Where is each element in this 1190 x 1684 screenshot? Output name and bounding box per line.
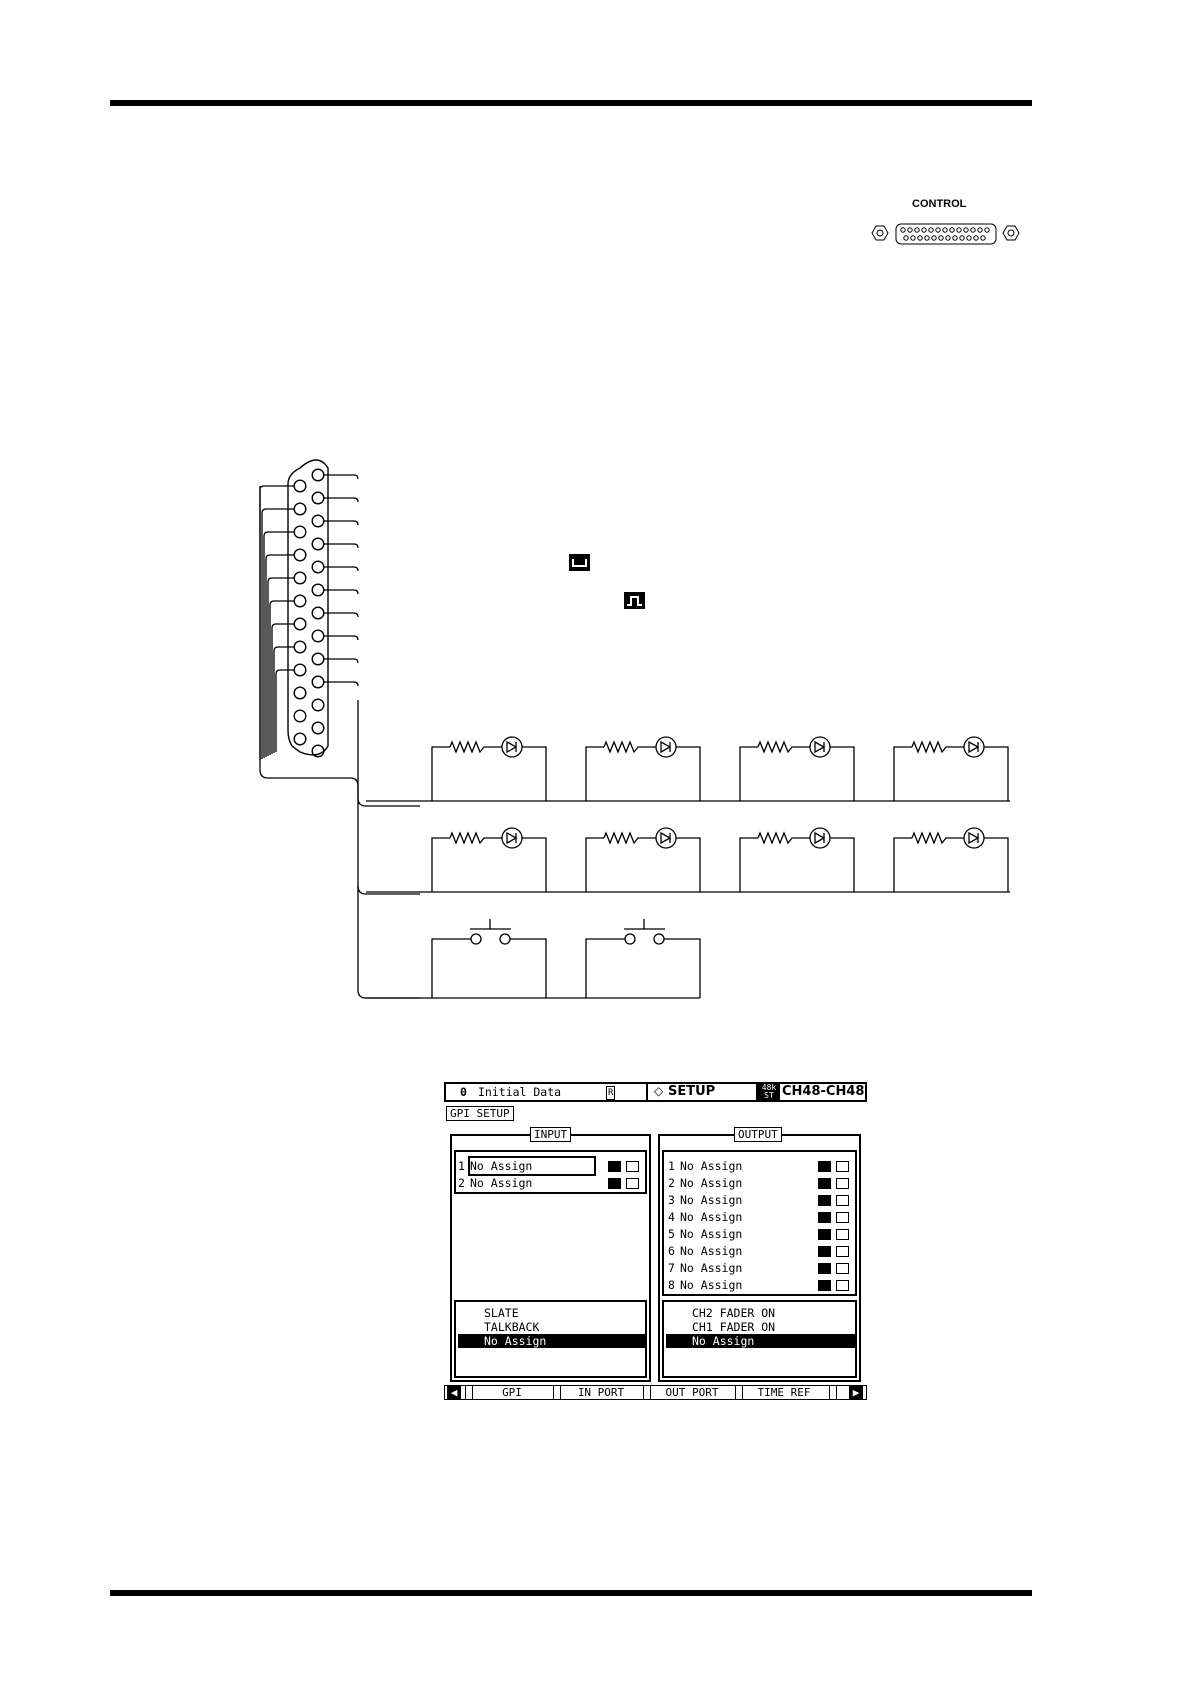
panel-pin — [974, 236, 978, 240]
output-assign-field[interactable]: No Assign — [680, 1159, 743, 1173]
panel-pin — [901, 228, 905, 232]
output-polarity-active-high-icon[interactable] — [818, 1195, 831, 1206]
db25-pin — [294, 733, 306, 745]
input-polarity-rising-icon[interactable] — [626, 1178, 639, 1189]
resistor — [912, 833, 964, 843]
output-polarity-active-low-icon[interactable] — [836, 1229, 849, 1240]
output-polarity-active-high-icon[interactable] — [818, 1263, 831, 1274]
common-wire — [358, 886, 420, 894]
db25-pin — [312, 699, 324, 711]
db25-pin — [294, 710, 306, 722]
polarity-icon-rising — [624, 592, 645, 609]
panel-pin — [929, 228, 933, 232]
output-list-item[interactable]: CH2 FADER ON — [692, 1306, 776, 1320]
led-circuit — [586, 737, 700, 801]
input-list-item[interactable]: No Assign — [458, 1334, 646, 1348]
db25-pin — [294, 595, 306, 607]
diamond-icon: ◇ — [654, 1084, 664, 1098]
external-circuits — [366, 737, 1010, 998]
output-polarity-active-low-icon[interactable] — [836, 1195, 849, 1206]
tab-scroll-right-icon[interactable]: ▶ — [849, 1386, 863, 1399]
panel-pin — [915, 228, 919, 232]
resistor — [450, 742, 502, 752]
control-connector — [872, 224, 1019, 244]
resistor — [450, 833, 502, 843]
output-list-item[interactable]: CH1 FADER ON — [692, 1320, 776, 1334]
panel-pin — [950, 228, 954, 232]
led-circuit — [432, 828, 546, 892]
led-icon — [964, 828, 984, 848]
led-circuit — [894, 828, 1008, 892]
pin-wire — [274, 647, 294, 753]
input-list-item[interactable]: TALKBACK — [484, 1320, 540, 1334]
tab-scroll-left-icon[interactable]: ◀ — [447, 1386, 461, 1399]
input-row-number: 2 — [458, 1176, 465, 1190]
panel-pin — [922, 228, 926, 232]
output-polarity-active-high-icon[interactable] — [818, 1161, 831, 1172]
scene-number: 0 — [460, 1085, 467, 1099]
pin-wire — [262, 509, 294, 759]
panel-pin — [908, 228, 912, 232]
db25-pin — [312, 515, 324, 527]
tab-time-ref[interactable]: TIME REF — [757, 1386, 811, 1399]
output-polarity-active-high-icon[interactable] — [818, 1229, 831, 1240]
panel-pin — [971, 228, 975, 232]
panel-pin — [953, 236, 957, 240]
switch-circuit — [586, 919, 700, 998]
panel-pin — [978, 228, 982, 232]
input-list-item[interactable]: SLATE — [484, 1306, 519, 1320]
output-row-number: 4 — [668, 1210, 675, 1224]
control-label: CONTROL — [912, 198, 967, 210]
panel-screw-left — [872, 226, 888, 240]
output-assign-field[interactable]: No Assign — [680, 1244, 743, 1258]
input-row-number: 1 — [458, 1159, 465, 1173]
output-row-number: 3 — [668, 1193, 675, 1207]
input-assign-field[interactable]: No Assign — [470, 1176, 533, 1190]
gpi-wiring — [260, 475, 420, 998]
db25-connector — [288, 460, 328, 757]
output-assign-field[interactable]: No Assign — [680, 1193, 743, 1207]
db25-pin — [312, 722, 324, 734]
lcd-screen — [444, 1082, 867, 1400]
db25-pin — [294, 480, 306, 492]
sample-rate-badge: 48k ST — [758, 1084, 780, 1100]
db25-pin — [312, 492, 324, 504]
led-icon — [810, 828, 830, 848]
resistor — [604, 742, 656, 752]
switch-circuit — [432, 919, 546, 998]
output-polarity-active-low-icon[interactable] — [836, 1263, 849, 1274]
led-circuit — [894, 737, 1008, 801]
input-polarity-falling-icon[interactable] — [608, 1178, 621, 1189]
db25-pin — [312, 538, 324, 550]
db25-pin — [294, 664, 306, 676]
resistor — [604, 833, 656, 843]
lcd-header — [444, 1082, 867, 1102]
db25-pin — [312, 676, 324, 688]
db25-pin — [312, 630, 324, 642]
output-polarity-active-high-icon[interactable] — [818, 1178, 831, 1189]
output-row-number: 1 — [668, 1159, 675, 1173]
output-polarity-active-low-icon[interactable] — [836, 1161, 849, 1172]
panel-pin — [946, 236, 950, 240]
output-assign-field[interactable]: No Assign — [680, 1176, 743, 1190]
panel-pin — [943, 228, 947, 232]
db25-pin — [312, 469, 324, 481]
ground-wire — [260, 486, 420, 806]
panel-screw-right — [1003, 226, 1019, 240]
panel-pin — [904, 236, 908, 240]
led-icon — [656, 828, 676, 848]
db25-pin — [312, 584, 324, 596]
led-icon — [502, 737, 522, 757]
output-row-number: 6 — [668, 1244, 675, 1258]
scene-lock-badge: R — [608, 1088, 614, 1098]
page-title: SETUP — [668, 1084, 716, 1099]
input-polarity-rising-icon[interactable] — [626, 1161, 639, 1172]
scene-name: Initial Data — [478, 1085, 562, 1099]
led-circuit — [586, 828, 700, 892]
input-title: INPUT — [530, 1127, 571, 1142]
db25-pin — [312, 653, 324, 665]
db25-pin — [312, 607, 324, 619]
pin-wire — [272, 624, 294, 754]
output-polarity-active-high-icon[interactable] — [818, 1246, 831, 1257]
db25-pin — [312, 745, 324, 757]
output-assign-field[interactable]: No Assign — [680, 1210, 743, 1224]
resistor — [758, 742, 810, 752]
tab-bar — [444, 1385, 867, 1400]
output-polarity-active-low-icon[interactable] — [836, 1280, 849, 1291]
channel-indicator: CH48-CH48 — [782, 1084, 865, 1099]
common-wire — [358, 700, 420, 998]
output-list-item[interactable]: No Assign — [666, 1334, 856, 1348]
panel-pin — [964, 228, 968, 232]
db25-pin — [294, 572, 306, 584]
output-polarity-active-low-icon[interactable] — [836, 1212, 849, 1223]
output-row-number: 5 — [668, 1227, 675, 1241]
tab-in-port[interactable]: IN PORT — [577, 1386, 625, 1399]
panel-pin — [932, 236, 936, 240]
panel-pin — [918, 236, 922, 240]
db25-pin — [294, 526, 306, 538]
panel-pin — [985, 228, 989, 232]
input-polarity-falling-icon[interactable] — [608, 1161, 621, 1172]
resistor — [758, 833, 810, 843]
db25-pin — [294, 687, 306, 699]
output-assign-field[interactable]: No Assign — [680, 1261, 743, 1275]
panel-pin — [981, 236, 985, 240]
output-polarity-active-low-icon[interactable] — [836, 1246, 849, 1257]
panel-pin — [939, 236, 943, 240]
tab-gpi[interactable]: GPI — [502, 1386, 522, 1399]
pin-wire — [260, 486, 294, 760]
page-label-gpi-setup: GPI SETUP — [446, 1106, 514, 1121]
db25-pin — [294, 549, 306, 561]
resistor — [912, 742, 964, 752]
polarity-icon-falling — [569, 554, 590, 571]
panel-pin — [960, 236, 964, 240]
panel-pin — [957, 228, 961, 232]
output-polarity-active-high-icon[interactable] — [818, 1212, 831, 1223]
db25-pin — [294, 503, 306, 515]
output-polarity-active-low-icon[interactable] — [836, 1178, 849, 1189]
panel-pin — [936, 228, 940, 232]
output-title: OUTPUT — [734, 1127, 782, 1142]
panel-pin — [925, 236, 929, 240]
db25-pin — [312, 561, 324, 573]
led-icon — [502, 828, 522, 848]
led-circuit — [740, 828, 854, 892]
tab-out-port[interactable]: OUT PORT — [665, 1386, 719, 1399]
output-assign-field[interactable]: No Assign — [680, 1227, 743, 1241]
led-circuit — [432, 737, 546, 801]
panel-pin — [911, 236, 915, 240]
output-row-number: 7 — [668, 1261, 675, 1275]
db25-pin — [294, 641, 306, 653]
output-row-number: 2 — [668, 1176, 675, 1190]
input-assign-field[interactable]: No Assign — [470, 1158, 594, 1174]
led-icon — [810, 737, 830, 757]
output-polarity-active-high-icon[interactable] — [818, 1280, 831, 1291]
led-circuit — [740, 737, 854, 801]
led-icon — [964, 737, 984, 757]
pin-wire — [276, 670, 294, 752]
output-row-number: 8 — [668, 1278, 675, 1292]
panel-pin — [967, 236, 971, 240]
led-icon — [656, 737, 676, 757]
output-assign-field[interactable]: No Assign — [680, 1278, 743, 1292]
db25-pin — [294, 618, 306, 630]
